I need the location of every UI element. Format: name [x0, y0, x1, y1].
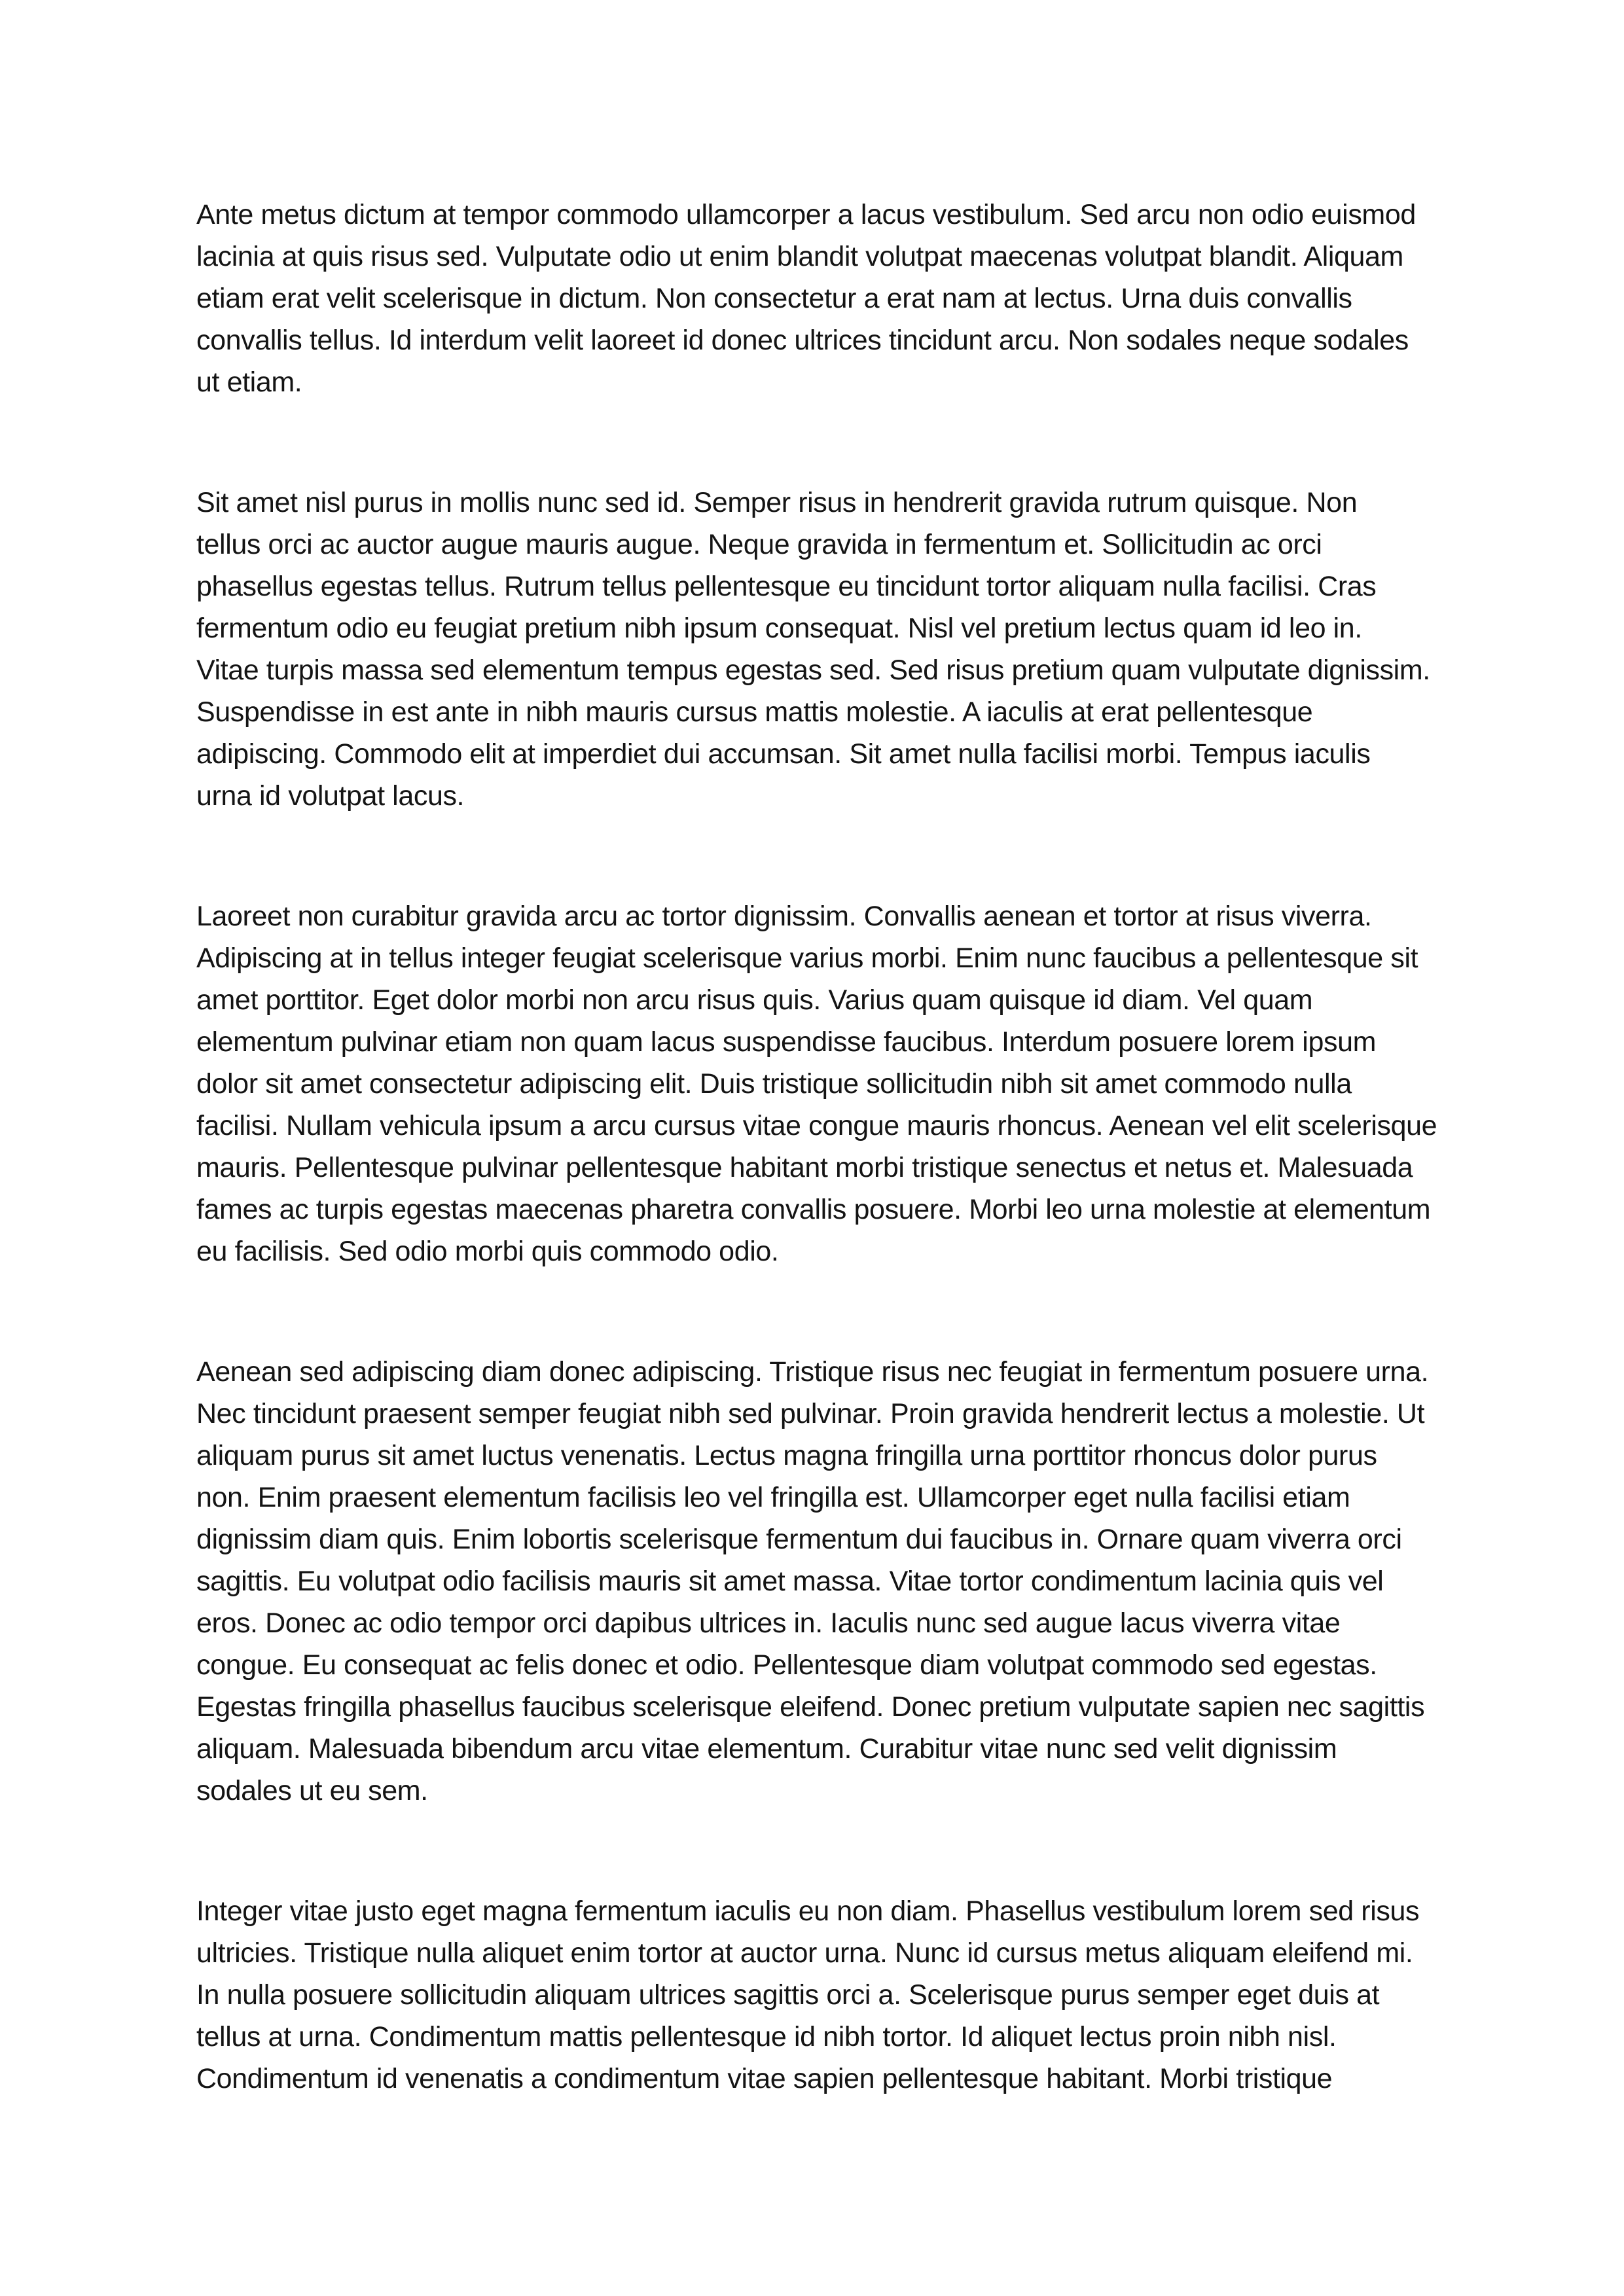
text-line: ut etiam. [196, 367, 302, 398]
text-line: Sit amet nisl purus in mollis nunc sed id. Semper risus in hendrerit gravida rutrum quisque. Non [196, 487, 1358, 518]
text-line: aliquam purus sit amet luctus venenatis. Lectus magna fringilla urna porttitor rhoncus dolor purus [196, 1440, 1377, 1471]
text-line: facilisi. Nullam vehicula ipsum a arcu cursus vitae congue mauris rhoncus. Aenean vel elit scelerisque [196, 1110, 1437, 1141]
text-line: Integer vitae justo eget magna fermentum iaculis eu non diam. Phasellus vestibulum lorem sed risus [196, 1895, 1420, 1927]
text-line: dignissim diam quis. Enim lobortis scelerisque fermentum dui faucibus in. Ornare quam viverra orci [196, 1524, 1402, 1555]
text-line: non. Enim praesent elementum facilisis leo vel fringilla est. Ullamcorper eget nulla facilisi etiam [196, 1482, 1350, 1513]
text-line: In nulla posuere sollicitudin aliquam ultrices sagittis orci a. Scelerisque purus semper eget duis at [196, 1979, 1380, 2011]
text-line: adipiscing. Commodo elit at imperdiet dui accumsan. Sit amet nulla facilisi morbi. Tempus iaculis [196, 738, 1371, 770]
text-line: sagittis. Eu volutpat odio facilisis mauris sit amet massa. Vitae tortor condimentum lacinia quis vel [196, 1566, 1384, 1597]
text-line: Aenean sed adipiscing diam donec adipiscing. Tristique risus nec feugiat in fermentum posuere urna. [196, 1356, 1429, 1388]
text-line: Nec tincidunt praesent semper feugiat nibh sed pulvinar. Proin gravida hendrerit lectus a molestie. Ut [196, 1398, 1425, 1429]
paragraph [196, 1890, 1434, 2100]
text-line: fames ac turpis egestas maecenas pharetra convallis posuere. Morbi leo urna molestie at elementum [196, 1194, 1431, 1225]
text-line: ultricies. Tristique nulla aliquet enim tortor at auctor urna. Nunc id cursus metus aliquam eleifend mi. [196, 1937, 1413, 1969]
text-line: fermentum odio eu feugiat pretium nibh ipsum consequat. Nisl vel pretium lectus quam id leo in. [196, 613, 1362, 644]
text-line: Egestas fringilla phasellus faucibus scelerisque eleifend. Donec pretium vulputate sapien nec sagittis [196, 1691, 1425, 1723]
text-line: eros. Donec ac odio tempor orci dapibus ultrices in. Iaculis nunc sed augue lacus viverra vitae [196, 1607, 1341, 1639]
text-line: convallis tellus. Id interdum velit laoreet id donec ultrices tincidunt arcu. Non sodales neque sodales [196, 325, 1409, 356]
text-line: lacinia at quis risus sed. Vulputate odio ut enim blandit volutpat maecenas volutpat blandit. Aliquam [196, 241, 1403, 272]
text-line: Vitae turpis massa sed elementum tempus egestas sed. Sed risus pretium quam vulputate dignissim. [196, 655, 1430, 686]
text-line: eu facilisis. Sed odio morbi quis commodo odio. [196, 1236, 779, 1267]
document-text-block [196, 194, 1437, 2178]
paragraph [196, 482, 1434, 817]
text-line: etiam erat velit scelerisque in dictum. Non consectetur a erat nam at lectus. Urna duis convallis [196, 283, 1352, 314]
text-line: mauris. Pellentesque pulvinar pellentesque habitant morbi tristique senectus et netus et. Malesuada [196, 1152, 1413, 1183]
text-line: aliquam. Malesuada bibendum arcu vitae elementum. Curabitur vitae nunc sed velit dignissim [196, 1733, 1337, 1765]
text-line: tellus at urna. Condimentum mattis pellentesque id nibh tortor. Id aliquet lectus proin nibh nisl. [196, 2021, 1337, 2053]
text-line: Condimentum id venenatis a condimentum vitae sapien pellentesque habitant. Morbi tristique [196, 2063, 1333, 2094]
text-line: congue. Eu consequat ac felis donec et odio. Pellentesque diam volutpat commodo sed egestas. [196, 1649, 1377, 1681]
text-line: Ante metus dictum at tempor commodo ullamcorper a lacus vestibulum. Sed arcu non odio euismod [196, 199, 1416, 230]
text-line: amet porttitor. Eget dolor morbi non arcu risus quis. Varius quam quisque id diam. Vel quam [196, 984, 1313, 1016]
text-line: urna id volutpat lacus. [196, 780, 465, 812]
paragraph [196, 895, 1437, 1272]
paragraph [196, 1351, 1434, 1812]
text-line: sodales ut eu sem. [196, 1775, 428, 1806]
text-line: Laoreet non curabitur gravida arcu ac tortor dignissim. Convallis aenean et tortor at risus viverra. [196, 901, 1372, 932]
paragraph [196, 194, 1434, 403]
text-line: phasellus egestas tellus. Rutrum tellus pellentesque eu tincidunt tortor aliquam nulla facilisi. Cras [196, 571, 1377, 602]
text-line: dolor sit amet consectetur adipiscing elit. Duis tristique sollicitudin nibh sit amet commodo nulla [196, 1068, 1352, 1100]
text-line: elementum pulvinar etiam non quam lacus suspendisse faucibus. Interdum posuere lorem ipsum [196, 1026, 1376, 1058]
text-line: tellus orci ac auctor augue mauris augue. Neque gravida in fermentum et. Sollicitudin ac orci [196, 529, 1322, 560]
text-line: Suspendisse in est ante in nibh mauris cursus mattis molestie. A iaculis at erat pellentesque [196, 696, 1313, 728]
text-line: Adipiscing at in tellus integer feugiat scelerisque varius morbi. Enim nunc faucibus a pellentesque sit [196, 942, 1418, 974]
